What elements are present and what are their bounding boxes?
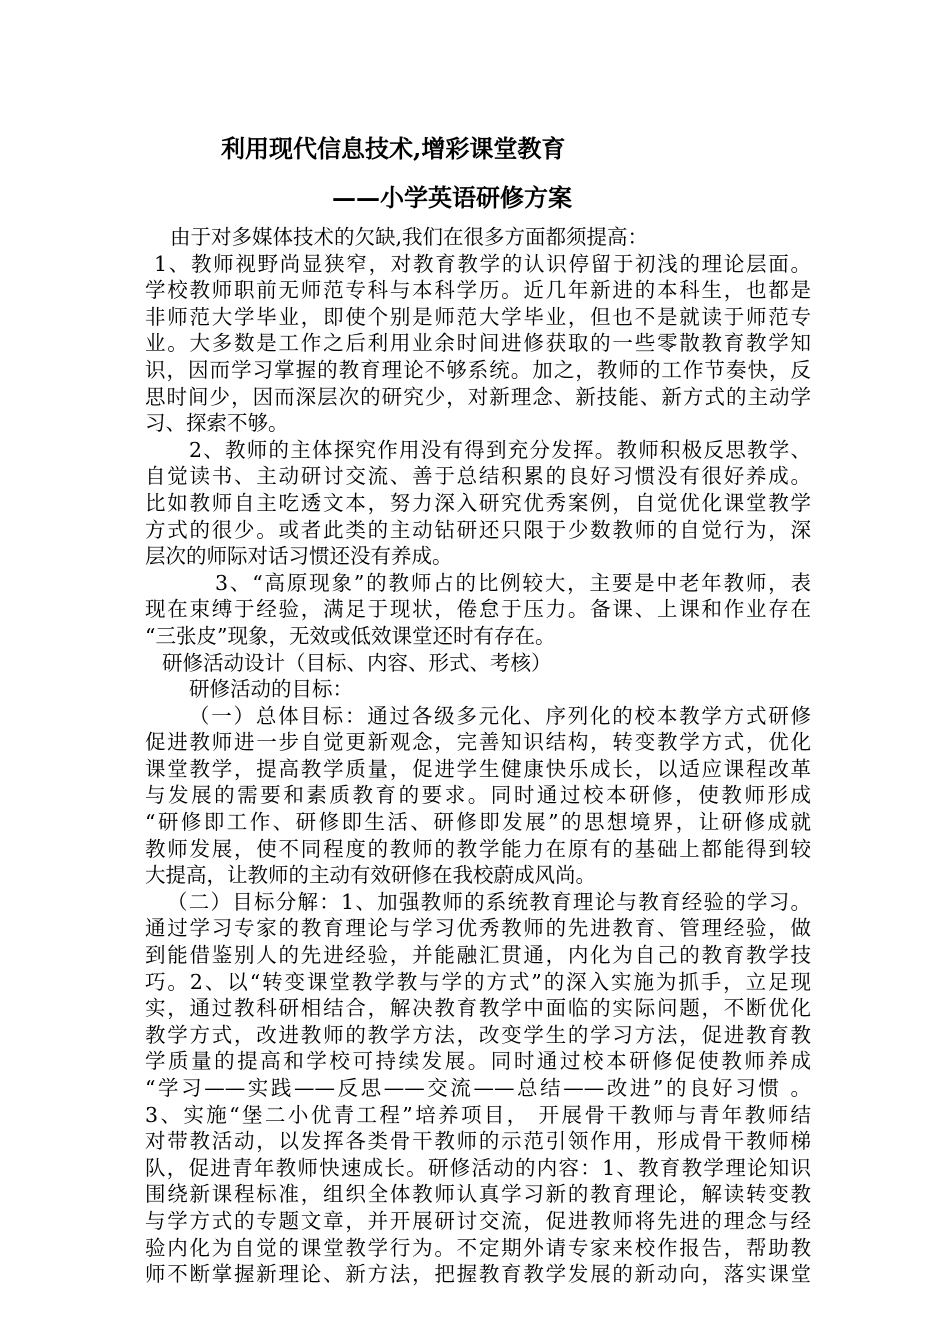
text-line: 师不断掌握新理论、新方法，把握教育教学发展的新动向，落实课堂 bbox=[145, 1262, 811, 1287]
text-line: 研修活动设计（目标、内容、形式、考核） bbox=[162, 650, 552, 675]
text-line: 习、探索不够。 bbox=[145, 411, 289, 436]
text-line: 教学方式，改进教师的教学方法，改变学生的学习方法，促进教育教 bbox=[145, 1022, 811, 1047]
text-line: 围绕新课程标准，组织全体教师认真学习新的教育理论，解读转变教 bbox=[145, 1182, 811, 1207]
document-title: 利用现代信息技术,增彩课堂教育 bbox=[221, 134, 566, 163]
text-line: 教师发展，使不同程度的教师的教学能力在原有的基础上都能得到较 bbox=[145, 836, 811, 861]
text-line: 大提高，让教师的主动有效研修在我校蔚成风尚。 bbox=[145, 863, 596, 888]
text-line: 通过学习专家的教育理论与学习优秀教师的先进教育、管理经验，做 bbox=[145, 916, 811, 941]
text-line: 巧。2、以“转变课堂教学教与学的方式”的深入实施为抓手，立足现 bbox=[145, 969, 811, 994]
text-line: 3、实施“堡二小优青工程”培养项目， 开展骨干教师与青年教师结 bbox=[145, 1102, 811, 1127]
text-line: 到能借鉴别人的先进经验，并能融汇贯通，内化为自己的教育教学技 bbox=[145, 943, 811, 968]
text-line: 队，促进青年教师快速成长。研修活动的内容：1、教育教学理论知识 bbox=[145, 1155, 811, 1180]
text-line: 思时间少，因而深层次的研究少，对新理念、新技能、新方式的主动学 bbox=[145, 384, 811, 409]
text-line: 学质量的提高和学校可持续发展。同时通过校本研修促使教师养成 bbox=[145, 1049, 811, 1074]
text-line: （二）目标分解：1、加强教师的系统教育理论与教育经验的学习。 bbox=[167, 889, 811, 914]
text-line: 识，因而学习掌握的教育理论不够系统。加之，教师的工作节奏快，反 bbox=[145, 357, 811, 382]
text-line: 1、教师视野尚显狭窄，对教育教学的认识停留于初浅的理论层面。 bbox=[154, 251, 811, 276]
text-line: 非师范大学毕业，即使个别是师范大学毕业，但也不是就读于师范专 bbox=[145, 304, 811, 329]
text-line: “三张皮”现象，无效或低效课堂还时有存在。 bbox=[145, 623, 556, 648]
text-line: 3、“高原现象”的教师占的比例较大，主要是中老年教师，表 bbox=[215, 570, 811, 595]
text-line: 自觉读书、主动研讨交流、善于总结积累的良好习惯没有很好养成。 bbox=[145, 464, 811, 489]
text-line: “研修即工作、研修即生活、研修即发展”的思想境界，让研修成就 bbox=[145, 810, 811, 835]
text-line: 与发展的需要和素质教育的要求。同时通过校本研修，使教师形成 bbox=[145, 783, 811, 808]
text-line: 业。大多数是工作之后利用业余时间进修获取的一些零散教育教学知 bbox=[145, 331, 811, 356]
text-line: 由于对多媒体技术的欠缺,我们在很多方面都须提高： bbox=[170, 225, 649, 249]
text-line: 2、教师的主体探究作用没有得到充分发挥。教师积极反思教学、 bbox=[189, 437, 811, 462]
document-subtitle: ——小学英语研修方案 bbox=[332, 183, 572, 212]
text-line: 实，通过教科研相结合，解决教育教学中面临的实际问题，不断优化 bbox=[145, 996, 811, 1021]
text-line: （一）总体目标：通过各级多元化、序列化的校本教学方式研修 bbox=[189, 703, 811, 728]
text-line: 促进教师进一步自觉更新观念，完善知识结构，转变教学方式，优化 bbox=[145, 730, 811, 755]
text-line: “学习——实践——反思——交流——总结——改进”的良好习惯 。 bbox=[145, 1076, 811, 1100]
text-line: 学校教师职前无师范专科与本科学历。近几年新进的本科生，也都是 bbox=[145, 278, 811, 303]
text-line: 方式的很少。或者此类的主动钻研还只限于少数教师的自觉行为，深 bbox=[145, 517, 811, 542]
text-line: 比如教师自主吃透文本，努力深入研究优秀案例，自觉优化课堂教学 bbox=[145, 490, 811, 515]
text-line: 层次的师际对话习惯还没有养成。 bbox=[145, 544, 453, 569]
text-line: 与学方式的专题文章，并开展研讨交流，促进教师将先进的理念与经 bbox=[145, 1208, 811, 1233]
text-line: 研修活动的目标： bbox=[189, 677, 353, 702]
text-line: 课堂教学，提高教学质量，促进学生健康快乐成长，以适应课程改革 bbox=[145, 756, 811, 781]
text-line: 对带教活动，以发挥各类骨干教师的示范引领作用，形成骨干教师梯 bbox=[145, 1129, 811, 1154]
document-body bbox=[145, 224, 811, 1288]
text-line: 验内化为自觉的课堂教学行为。不定期外请专家来校作报告，帮助教 bbox=[145, 1235, 811, 1260]
text-line: 现在束缚于经验，满足于现状，倦怠于压力。备课、上课和作业存在 bbox=[145, 597, 811, 622]
